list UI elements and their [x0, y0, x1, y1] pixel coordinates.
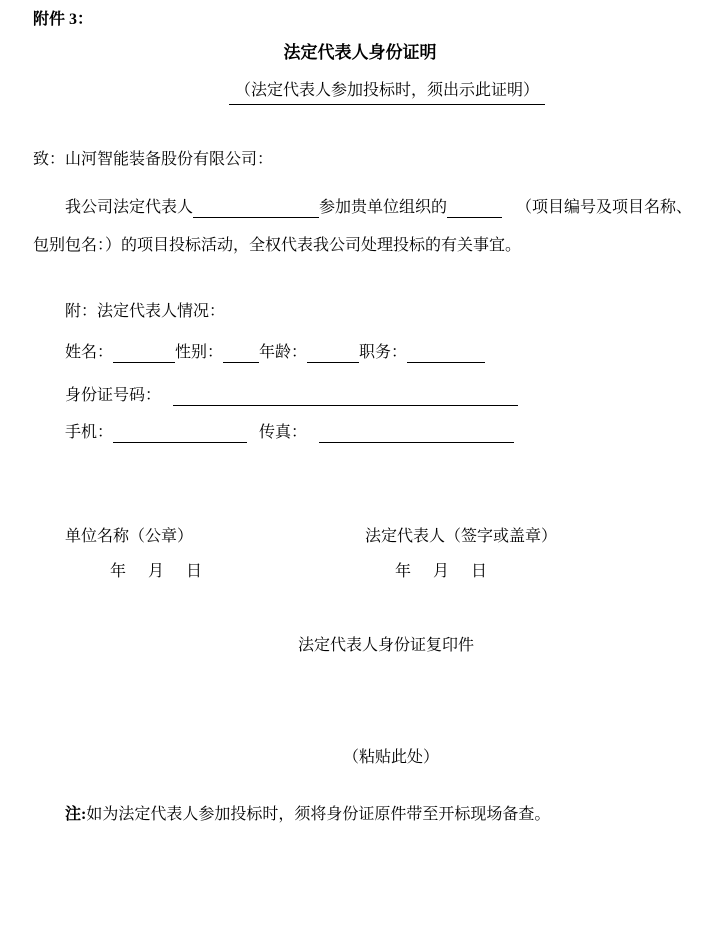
id-number-label: 身份证号码：: [65, 387, 162, 404]
paste-here-placeholder: （粘贴此处）: [343, 749, 440, 766]
addressee-line: 致：山河智能装备股份有限公司：: [33, 151, 274, 168]
para-text-project-note: （项目编号及项目名称、: [516, 199, 693, 216]
gender-label: 性别：: [175, 344, 224, 361]
attachment-label: 附件 3：: [33, 11, 94, 28]
id-number-row: [65, 386, 518, 406]
name-blank[interactable]: [113, 344, 175, 363]
document-title: 法定代表人身份证明: [283, 43, 437, 62]
project-info-blank[interactable]: [447, 199, 502, 218]
duty-label: 职务：: [359, 344, 408, 361]
attachment-heading: 附：法定代表人情况：: [65, 303, 226, 320]
fax-blank[interactable]: [319, 424, 514, 443]
note-label: 注:: [65, 806, 87, 823]
note-text: 如为法定代表人参加投标时，须将身份证原件带至开标现场备查。: [86, 806, 551, 823]
date-line-right: 年 月 日: [395, 563, 491, 580]
id-number-blank[interactable]: [173, 387, 518, 406]
legal-rep-sign-label: 法定代表人（签字或盖章）: [365, 528, 558, 545]
mobile-blank[interactable]: [113, 424, 247, 443]
note-line: [65, 805, 550, 825]
name-row: [65, 343, 485, 363]
mobile-label: 手机：: [65, 424, 114, 441]
body-paragraph-line-2: 包别包名：）的项目投标活动，全权代表我公司处理投标的有关事宜。: [33, 237, 522, 254]
body-paragraph-line-1: [65, 198, 692, 218]
phone-row: [65, 423, 514, 443]
name-label: 姓名：: [65, 344, 114, 361]
para-text-participate: 参加贵单位组织的: [319, 199, 448, 216]
age-label: 年龄：: [259, 344, 308, 361]
duty-blank[interactable]: [407, 344, 485, 363]
date-line-left: 年 月 日: [110, 563, 206, 580]
legal-rep-name-blank[interactable]: [193, 199, 319, 218]
company-seal-label: 单位名称（公章）: [65, 528, 194, 545]
gender-blank[interactable]: [223, 344, 259, 363]
id-copy-heading: 法定代表人身份证复印件: [298, 637, 475, 654]
para-text-company-rep: 我公司法定代表人: [65, 199, 194, 216]
document-subtitle: （法定代表人参加投标时，须出示此证明）: [229, 81, 545, 105]
fax-label: 传真：: [259, 424, 308, 441]
age-blank[interactable]: [307, 344, 359, 363]
